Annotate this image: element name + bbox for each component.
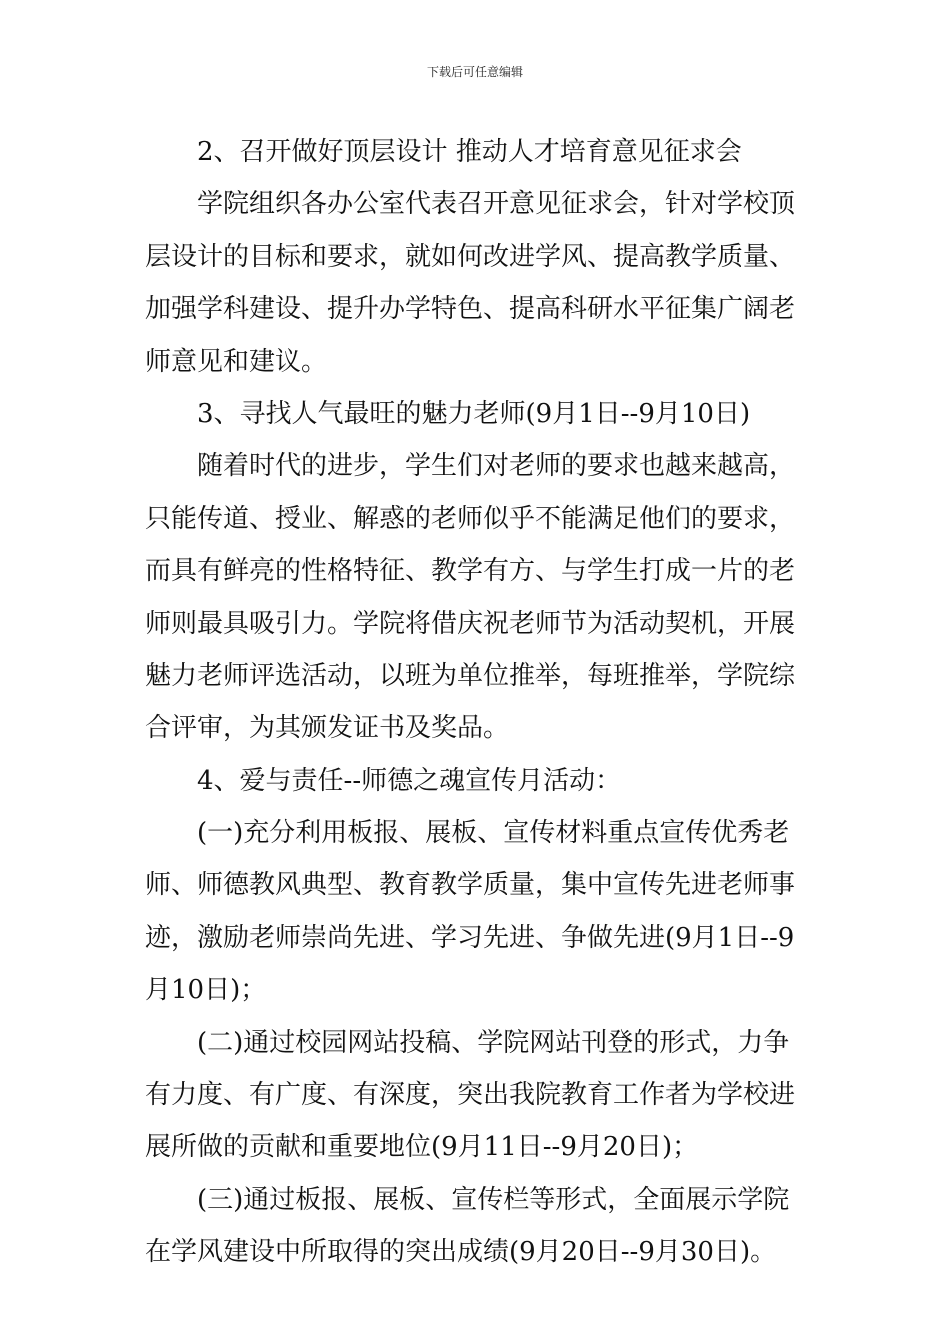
text-line: 而具有鲜亮的性格特征、教学有方、与学生打成一片的老 [145, 556, 796, 587]
text-line: 学院组织各办公室代表召开意见征求会，针对学校顶 [197, 189, 796, 220]
text-line: 师则最具吸引力。学院将借庆祝老师节为活动契机，开展 [145, 608, 796, 639]
text-line: (一)充分利用板报、展板、宣传材料重点宣传优秀老 [197, 818, 790, 849]
text-line: 2、召开做好顶层设计 推动人才培育意见征求会 [197, 137, 742, 167]
document-body [145, 126, 810, 1279]
text-line: 只能传道、授业、解惑的老师似乎不能满足他们的要求， [145, 503, 796, 534]
text-line: 层设计的目标和要求，就如何改进学风、提高教学质量、 [145, 241, 796, 272]
text-line: 展所做的贡献和重要地位(9月11日--9月20日)； [145, 1132, 699, 1163]
text-line: 师、师德教风典型、教育教学质量，集中宣传先进老师事 [145, 870, 796, 901]
text-line: 4、爱与责任--师德之魂宣传月活动： [197, 765, 622, 796]
text-line: 3、寻找人气最旺的魅力老师(9月1日--9月10日) [197, 398, 751, 429]
text-line: 月10日)； [145, 975, 267, 1006]
text-line: 师意见和建议。 [145, 346, 328, 377]
text-line: 加强学科建设、提升办学特色、提高科研水平征集广阔老 [145, 294, 796, 325]
text-line: 随着时代的进步，学生们对老师的要求也越来越高， [197, 451, 796, 482]
text-line: (二)通过校园网站投稿、学院网站刊登的形式，力争 [197, 1027, 790, 1058]
text-line: 有力度、有广度、有深度，突出我院教育工作者为学校进 [145, 1080, 796, 1111]
text-line: (三)通过板报、展板、宣传栏等形式，全面展示学院 [197, 1184, 790, 1215]
text-line: 魅力老师评选活动，以班为单位推举，每班推举，学院综 [145, 660, 796, 691]
page-header: 下载后可任意编辑 [426, 65, 523, 79]
text-line: 在学风建设中所取得的突出成绩(9月20日--9月30日)。 [145, 1237, 777, 1268]
text-line: 合评审，为其颁发证书及奖品。 [145, 713, 510, 744]
text-line: 迹，激励老师崇尚先进、学习先进、争做先进(9月1日--9 [145, 922, 795, 953]
